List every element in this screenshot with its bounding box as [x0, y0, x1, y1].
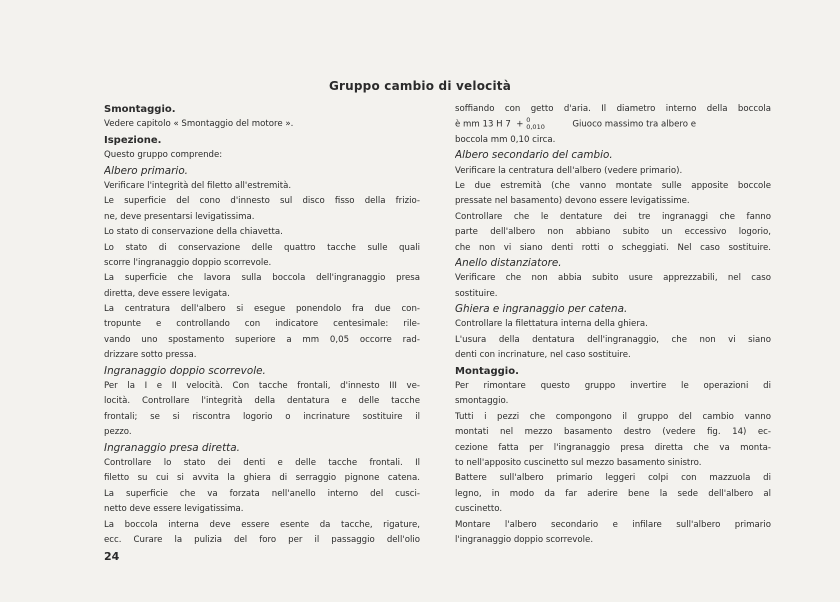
paragraph-line: legno, in modo da far aderire bene la sede dell'albero al — [455, 488, 771, 499]
page-number: 24 — [104, 550, 120, 563]
paragraph-line: Per rimontare questo gruppo invertire le operazioni di — [455, 381, 771, 392]
paragraph-line: Le superficie del cono d'innesto sul disco fisso della frizio- — [104, 196, 420, 207]
paragraph-line: l'ingranaggio doppio scorrevole. — [455, 534, 594, 545]
paragraph-line: Controllare la filettatura interna della ghiera. — [455, 319, 648, 330]
paragraph-line: Le due estremità (che vanno montate sulle apposite boccole — [455, 180, 771, 191]
paragraph-line: tropunte e controllando con indicatore centesimale: rile- — [104, 319, 420, 330]
paragraph-line: cezione fatta per l'ingranaggio presa diretta che va monta- — [455, 442, 771, 453]
paragraph-line: ne, deve presentarsi levigatissima. — [104, 211, 255, 222]
subsection-heading-albero-secondario: Albero secondario del cambio. — [455, 149, 613, 162]
tolerance-line — [455, 117, 771, 132]
paragraph-line: filetto su cui si avvita la ghiera di serraggio pignone catena. — [104, 473, 420, 484]
paragraph-line: denti con incrinature, nel caso sostituire. — [455, 350, 631, 361]
subsection-heading-ghiera: Ghiera e ingranaggio per catena. — [455, 303, 628, 316]
paragraph-line: L'usura della dentatura dell'ingranaggio, che non vi siano — [455, 334, 771, 345]
subsection-heading-ingranaggio-doppio: Ingranaggio doppio scorrevole. — [104, 364, 266, 377]
paragraph-line: diretta, deve essere levigata. — [104, 288, 230, 299]
paragraph-line: Verificare l'integrità del filetto all'estremità. — [104, 180, 292, 191]
paragraph-line: La superficie che lavora sulla boccola dell'ingranaggio presa — [104, 273, 420, 284]
paragraph-line: parte dell'albero non abbiano subito un eccessivo logorio, — [455, 227, 771, 238]
paragraph-line: smontaggio. — [455, 396, 509, 407]
paragraph-line: sostituire. — [455, 288, 498, 299]
paragraph-line: drizzare sotto pressa. — [104, 350, 197, 361]
subsection-heading-ingranaggio-presa: Ingranaggio presa diretta. — [104, 441, 240, 454]
paragraph-line: ecc. Curare la pulizia del foro per il passaggio dell'olio — [104, 534, 420, 545]
tolerance-values — [526, 117, 545, 131]
paragraph-line: vando uno spostamento superiore a mm 0,05 occorre rad- — [104, 334, 420, 345]
tolerance-lower: 0,010 — [526, 123, 545, 132]
paragraph-line: Vedere capitolo « Smontaggio del motore ». — [104, 119, 294, 130]
paragraph-line: Lo stato di conservazione delle quattro tacche sulle quali — [104, 242, 420, 253]
page-title: Gruppo cambio di velocità — [328, 79, 511, 93]
section-heading-ispezione: Ispezione. — [104, 134, 162, 146]
paragraph-line: Controllare che le dentature dei tre ingranaggi che fanno — [455, 211, 771, 222]
paragraph-line: La superficie che va forzata nell'anello interno del cusci- — [104, 488, 420, 499]
subsection-heading-albero-primario: Albero primario. — [104, 164, 188, 177]
tolerance-suffix: Giuoco massimo tra albero e — [572, 119, 697, 130]
left-column — [104, 102, 420, 548]
paragraph-line: che non vi siano denti rotti o scheggiati. Nel caso sostituire. — [455, 242, 771, 253]
paragraph-line: La boccola interna deve essere esente da tacche, rigature, — [104, 519, 420, 530]
paragraph-line: montati nel mezzo basamento destro (vedere fig. 14) ec- — [455, 427, 771, 438]
paragraph-line: Battere sull'albero primario leggeri colpi con mazzuola di — [455, 473, 771, 484]
paragraph-line: boccola mm 0,10 circa. — [455, 134, 556, 145]
paragraph-line: Verificare la centratura dell'albero (vedere primario). — [455, 165, 683, 176]
paragraph-line: La centratura dell'albero si esegue ponendolo fra due con- — [104, 304, 420, 315]
paragraph-line: cuscinetto. — [455, 504, 503, 515]
tolerance-upper: 0 — [526, 117, 531, 125]
paragraph-line: Controllare lo stato dei denti e delle tacche frontali. Il — [104, 457, 420, 468]
paragraph-line: to nell'apposito cuscinetto sul mezzo basamento sinistro. — [455, 457, 702, 468]
paragraph-line: pressate nel basamento) devono essere levigatissime. — [455, 196, 690, 207]
paragraph-line: locità. Controllare l'integrità della dentatura e delle tacche — [104, 396, 420, 407]
paragraph-line: Questo gruppo comprende: — [104, 150, 223, 161]
subsection-heading-anello: Anello distanziatore. — [455, 256, 562, 269]
paragraph-line: Per la I e II velocità. Con tacche frontali, d'innesto III ve- — [104, 381, 420, 392]
paragraph-line: scorre l'ingranaggio doppio scorrevole. — [104, 257, 272, 268]
paragraph-line: soffiando con getto d'aria. Il diametro interno della boccola — [455, 104, 771, 114]
tolerance-plus: + — [516, 119, 524, 130]
right-column — [455, 102, 771, 548]
tolerance-prefix: è mm 13 H 7 — [455, 119, 511, 130]
paragraph-line: Montare l'albero secondario e infilare sull'albero primario — [455, 519, 771, 530]
paragraph-line: Lo stato di conservazione della chiavetta. — [104, 227, 283, 238]
section-heading-smontaggio: Smontaggio. — [104, 104, 176, 115]
paragraph-line: netto deve essere levigatissima. — [104, 504, 244, 515]
paragraph-line: Tutti i pezzi che compongono il gruppo del cambio vanno — [455, 411, 771, 422]
section-heading-montaggio: Montaggio. — [455, 365, 519, 377]
paragraph-line: Verificare che non abbia subito usure apprezzabili, nel caso — [455, 273, 771, 284]
paragraph-line: pezzo. — [104, 427, 132, 438]
paragraph-line: frontali; se si riscontra logorio o incrinature sostituire il — [104, 411, 420, 422]
